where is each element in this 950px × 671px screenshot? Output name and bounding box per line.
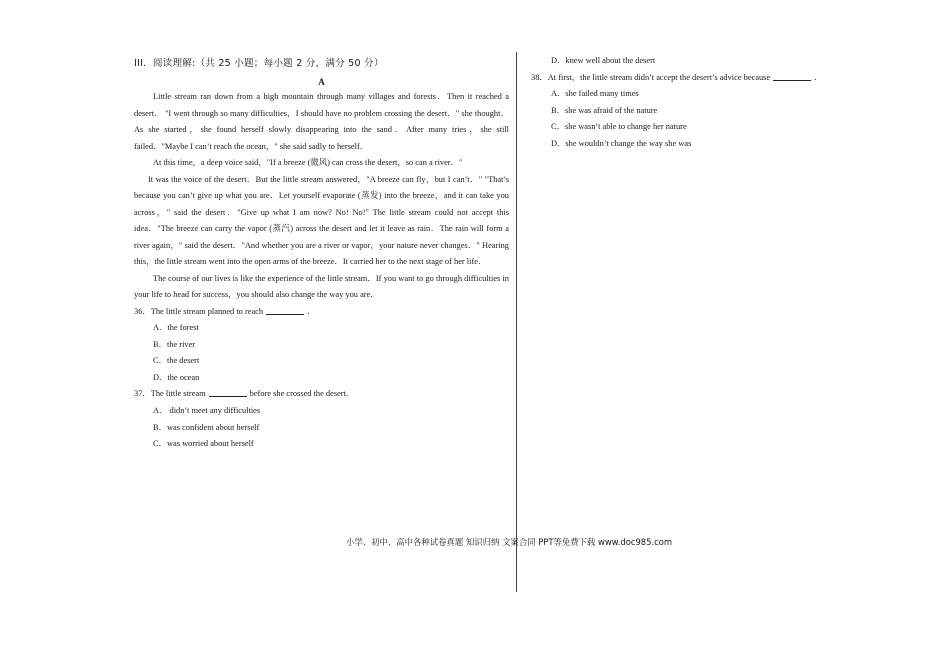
- answer-blank: [266, 305, 304, 315]
- passage-paragraph-4: The course of our lives is like the experience of the little stream．If you want to go through difficulties in your life to head for success，you should also change the way you are．: [134, 273, 509, 299]
- option-d: D．she wouldn’t change the way she was: [551, 138, 692, 148]
- answer-blank: [209, 387, 247, 397]
- question-stem: 38．At first，the little stream didn’t accept the desert’s advice because ．: [531, 72, 823, 82]
- question-stem: 36．The little stream planned to reach ．: [134, 306, 316, 316]
- right-column: [531, 55, 871, 153]
- option-d: D．knew well about the desert: [551, 56, 656, 65]
- question-36: [134, 304, 509, 387]
- column-divider: [516, 52, 517, 592]
- passage-paragraph-1: Little stream ran down from a high mountain through many villages and forests．Then it reached a desert． "I went through so many difficulties，I should have no problem crossing the desert．" she thought．As she started，she found herself slowly disappearing into the sand．After many tries，she still failed．"Maybe I can’t reach the ocean，" she said sadly to herself．: [134, 92, 509, 151]
- question-37: [134, 386, 509, 452]
- question-38: [531, 70, 871, 153]
- option-a: A．the forest: [153, 323, 199, 333]
- question-stem: 37．The little stream before she crossed the desert．: [134, 389, 355, 399]
- left-column: [134, 55, 509, 453]
- option-b: B．was confident about herself: [153, 422, 260, 432]
- option-a: A．she failed many times: [551, 89, 639, 99]
- passage-paragraph-3: It was the voice of the desert．But the little stream answered，"A breeze can fly，but I can’t．" "That’s because you can’t give up what you are．Let yourself evaporate (蒸发) into the breeze，and it can take you across，" said the desert．"Give up what I am now? No! No!" The little stream could not accept this idea．"The breeze can carry the vapor (蒸汽) across the desert and let it leave as rain．The rain will form a river again，" said the desert．"And whether you are a river or vapor，your nature never changes．" Hearing this，the little stream went into the open arms of the breeze．It carried her to the next stage of her life．: [134, 174, 509, 266]
- option-c: C．the desert: [153, 356, 200, 366]
- section-title: III．阅读理解:（共 25 小题；每小题 2 分，满分 50 分）: [134, 58, 384, 69]
- option-a: A． didn’t meet any difficulties: [153, 406, 261, 416]
- option-c: C．she wasn’t able to change her nature: [551, 122, 687, 132]
- option-b: B．she was afraid of the nature: [551, 105, 658, 115]
- option-b: B．the river: [153, 339, 196, 349]
- option-c: C．was worried about herself: [153, 439, 254, 449]
- passage-paragraph-2: At this time，a deep voice said，"If a breeze (微风) can cross the desert，so can a river．": [153, 158, 463, 167]
- answer-blank: [773, 71, 811, 81]
- passage-letter: A: [318, 77, 325, 87]
- footer-text: 小学、初中、高中各种试卷真题 知识归纳 文案合同 PPT等免费下载 www.doc985.com: [346, 537, 673, 547]
- option-d: D．the ocean: [153, 372, 200, 382]
